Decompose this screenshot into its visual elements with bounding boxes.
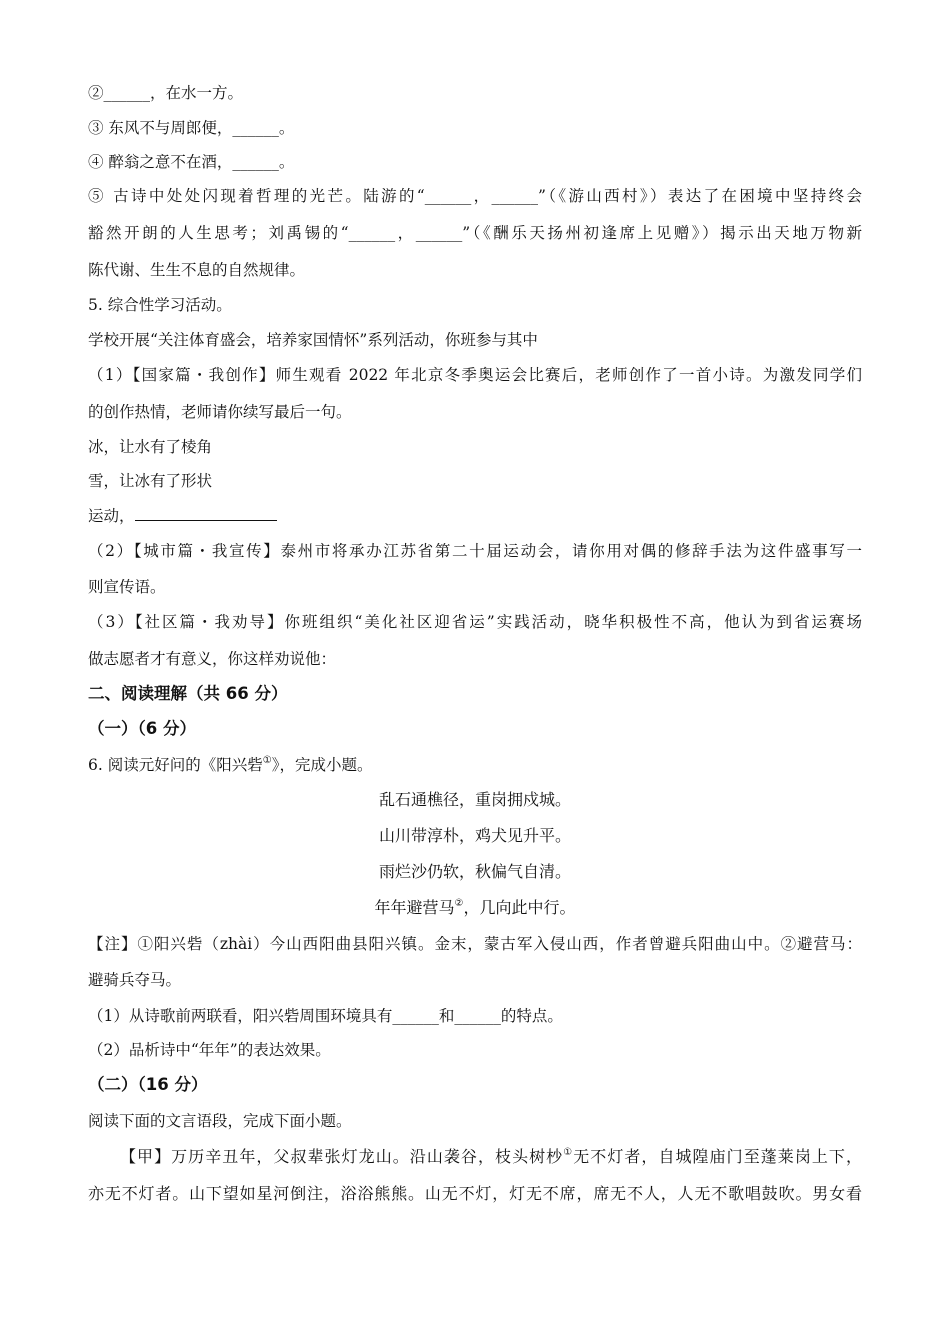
classical-passage-line1-a: 【甲】万历辛丑年，父叔辈张灯龙山。沿山袭谷，枝头树杪 bbox=[120, 1147, 564, 1166]
fill-blank-5-line1: ⑤ 古诗中处处闪现着哲理的光芒。陆游的“______，______”（《游山西村》）表达了在困境中坚持终会 bbox=[88, 187, 862, 205]
question-6-text-end: 》，完成小题。 bbox=[271, 756, 373, 774]
poem-line-ice: 冰，让水有了棱角 bbox=[88, 438, 213, 456]
question-5-intro: 学校开展“关注体育盛会，培养家国情怀”系列活动，你班参与其中 bbox=[88, 331, 538, 349]
poem-line-sport-text: 运动， bbox=[88, 507, 135, 525]
classical-passage-line2: 亦无不灯者。山下望如星河倒注，浴浴熊熊。山无不灯，灯无不席，席无不人，人无不歌唱鼓吹。男女看 bbox=[88, 1184, 862, 1203]
poem-line-3: 雨烂沙仍软，秋偏气自清。 bbox=[378, 862, 571, 881]
question-5-1-line2: 的创作热情，老师请你续写最后一句。 bbox=[88, 403, 352, 421]
footnote-mark-2: ② bbox=[454, 898, 464, 909]
poem-line-1: 乱石通樵径，重岗拥戍城。 bbox=[378, 790, 571, 809]
poem-line-4 bbox=[0, 898, 950, 918]
section-heading-reading: 二、阅读理解（共 66 分） bbox=[88, 684, 288, 703]
answer-blank bbox=[135, 506, 277, 521]
question-5-2-line2: 则宣传语。 bbox=[88, 578, 166, 596]
question-5-3-line1: （3）【社区篇・我劝导】你班组织“美化社区迎省运”实践活动，晓华积极性不高，他认为到省运赛场 bbox=[88, 613, 862, 631]
classical-passage-line1-b: 无不灯者，自城隍庙门至蓬莱岗上下， bbox=[573, 1147, 862, 1166]
fill-blank-3: ③ 东风不与周郎便，______。 bbox=[88, 119, 295, 137]
subsection-heading-1: （一）（6 分） bbox=[88, 719, 196, 738]
poem-line-snow: 雪，让冰有了形状 bbox=[88, 472, 213, 490]
question-6-2: （2）品析诗中“年年”的表达效果。 bbox=[88, 1041, 331, 1059]
question-6-text: 6. 阅读元好问的《阳兴砦 bbox=[88, 756, 263, 774]
poem-line-4-b: ，几向此中行。 bbox=[463, 898, 576, 917]
footnote-mark-1: ① bbox=[262, 755, 272, 766]
poem-line-sport bbox=[88, 506, 862, 526]
poem-note-line1: 【注】①阳兴砦（zhài）今山西阳曲县阳兴镇。金末，蒙古军入侵山西，作者曾避兵阳曲山中。②避营马： bbox=[88, 935, 862, 953]
footnote-mark-3: ① bbox=[563, 1147, 574, 1158]
question-5-2-line1: （2）【城市篇・我宣传】泰州市将承办江苏省第二十届运动会，请你用对偶的修辞手法为这件盛事写一 bbox=[88, 542, 862, 560]
question-5-3-line2: 做志愿者才有意义，你这样劝说他： bbox=[88, 650, 337, 668]
poem-line-4-a: 年年避营马 bbox=[374, 898, 455, 917]
question-6-1: （1）从诗歌前两联看，阳兴砦周围环境具有______和______的特点。 bbox=[88, 1007, 563, 1025]
fill-blank-5-line3: 陈代谢、生生不息的自然规律。 bbox=[88, 261, 306, 279]
classical-intro: 阅读下面的文言语段，完成下面小题。 bbox=[88, 1112, 352, 1130]
poem-line-2: 山川带淳朴，鸡犬见升平。 bbox=[378, 826, 571, 845]
classical-passage-line1 bbox=[120, 1147, 862, 1167]
fill-blank-4: ④ 醉翁之意不在酒，______。 bbox=[88, 153, 295, 171]
poem-note-line2: 避骑兵夺马。 bbox=[88, 971, 182, 989]
fill-blank-2: ②______，在水一方。 bbox=[88, 84, 244, 102]
fill-blank-5-line2: 豁然开朗的人生思考；刘禹锡的“______，______”（《酬乐天扬州初逢席上见赠》）揭示出天地万物新 bbox=[88, 224, 862, 242]
question-5-title: 5. 综合性学习活动。 bbox=[88, 296, 232, 314]
question-6-title bbox=[88, 755, 862, 775]
question-5-1-line1: （1）【国家篇・我创作】师生观看 2022 年北京冬季奥运会比赛后，老师创作了一首小诗。为激发同学们 bbox=[88, 366, 862, 384]
subsection-heading-2: （二）（16 分） bbox=[88, 1075, 208, 1094]
